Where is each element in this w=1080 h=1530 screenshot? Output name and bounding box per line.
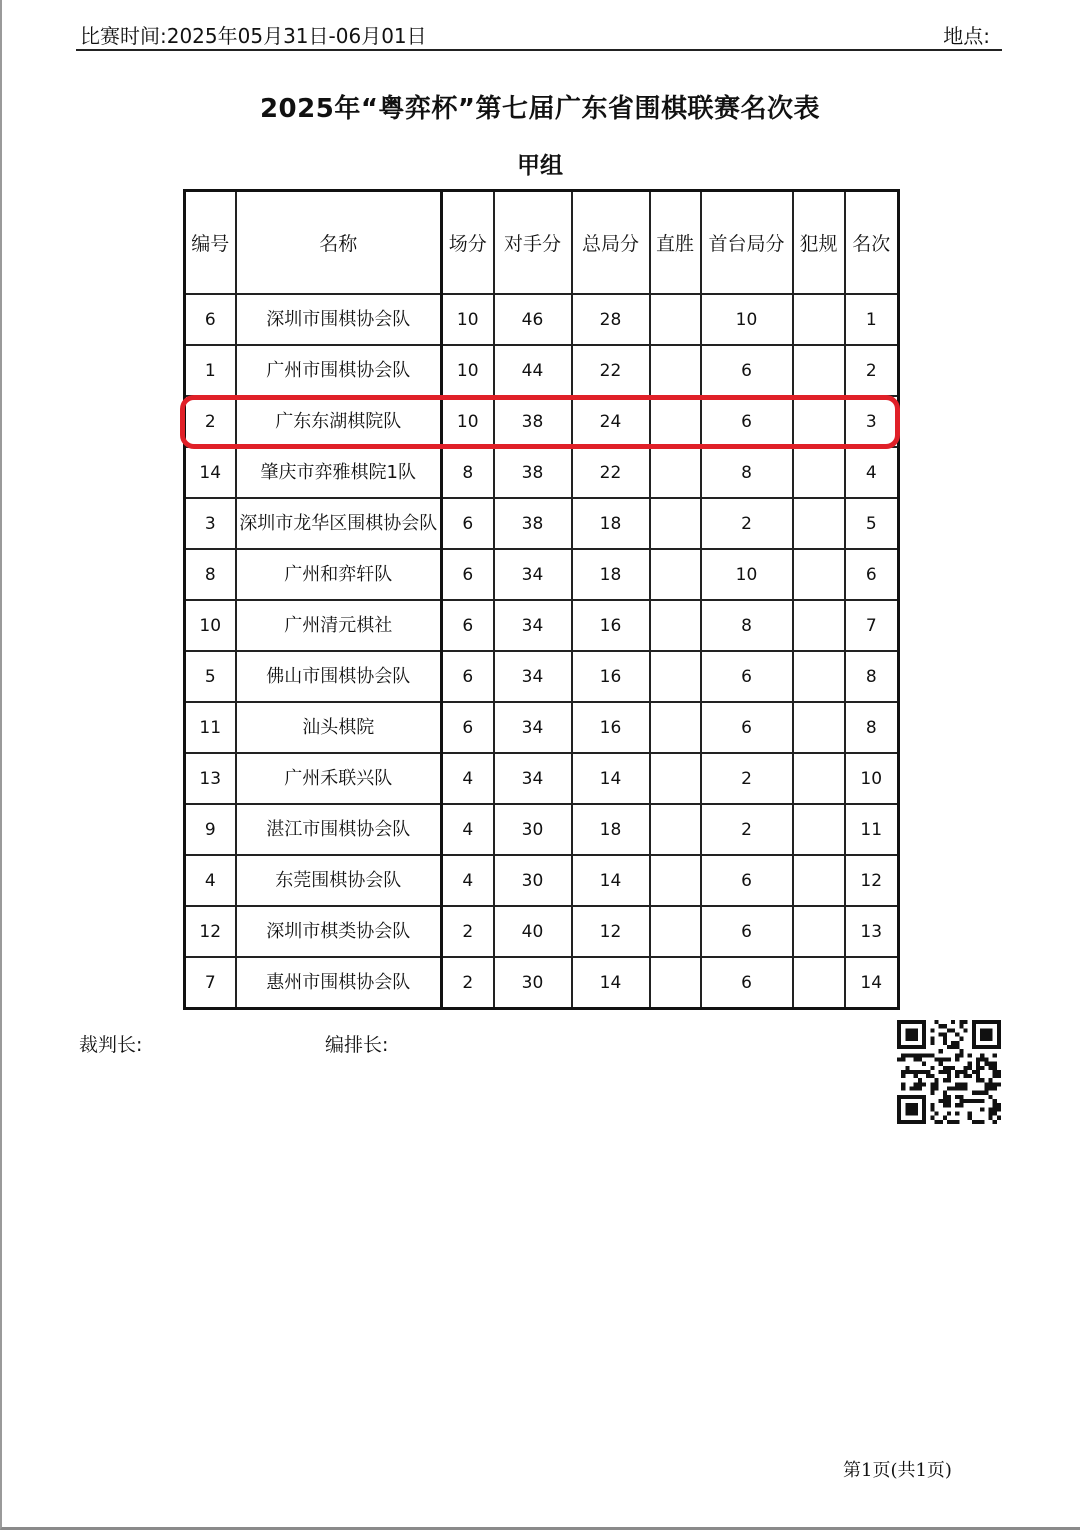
table-cell: 44 [494, 345, 572, 396]
table-cell: 2 [701, 804, 793, 855]
page-number: 第1页(共1页) [843, 1460, 952, 1481]
team-name-cell: 广州禾联兴队 [236, 753, 442, 804]
table-cell: 38 [494, 447, 572, 498]
table-cell: 30 [494, 957, 572, 1009]
table-cell: 1 [845, 294, 899, 345]
table-cell [650, 294, 701, 345]
table-cell: 10 [442, 294, 494, 345]
column-header: 首台局分 [701, 191, 793, 295]
table-cell: 6 [185, 294, 236, 345]
table-cell [650, 549, 701, 600]
table-cell: 14 [185, 447, 236, 498]
table-row [185, 702, 899, 753]
table-cell [793, 906, 845, 957]
table-cell: 3 [185, 498, 236, 549]
table-cell: 2 [701, 498, 793, 549]
table-cell: 10 [845, 753, 899, 804]
table-cell: 11 [185, 702, 236, 753]
team-name-cell: 广州市围棋协会队 [236, 345, 442, 396]
table-row [185, 396, 899, 447]
table-cell: 34 [494, 549, 572, 600]
table-cell: 10 [442, 396, 494, 447]
table-cell: 22 [572, 447, 650, 498]
table-cell: 4 [442, 804, 494, 855]
column-header: 名次 [845, 191, 899, 295]
team-name-cell: 深圳市围棋协会队 [236, 294, 442, 345]
table-cell [650, 447, 701, 498]
team-name-cell: 深圳市龙华区围棋协会队 [236, 498, 442, 549]
table-cell: 24 [572, 396, 650, 447]
team-name-cell: 汕头棋院 [236, 702, 442, 753]
table-cell: 6 [701, 957, 793, 1009]
team-name-cell: 广州清元棋社 [236, 600, 442, 651]
table-cell: 34 [494, 702, 572, 753]
table-cell [793, 600, 845, 651]
table-cell: 34 [494, 651, 572, 702]
table-cell: 6 [701, 855, 793, 906]
table-cell: 8 [701, 600, 793, 651]
table-cell: 46 [494, 294, 572, 345]
table-cell [793, 651, 845, 702]
table-cell [793, 447, 845, 498]
table-row [185, 345, 899, 396]
column-header: 编号 [185, 191, 236, 295]
table-cell [650, 753, 701, 804]
table-cell: 34 [494, 753, 572, 804]
table-cell [650, 396, 701, 447]
table-cell [650, 600, 701, 651]
table-cell: 10 [185, 600, 236, 651]
scheduler-label: 编排长: [325, 1034, 389, 1056]
table-cell: 3 [845, 396, 899, 447]
team-name-cell: 湛江市围棋协会队 [236, 804, 442, 855]
table-cell: 30 [494, 804, 572, 855]
column-header: 对手分 [494, 191, 572, 295]
table-cell: 38 [494, 498, 572, 549]
column-header: 场分 [442, 191, 494, 295]
table-row [185, 753, 899, 804]
table-cell [793, 549, 845, 600]
table-row [185, 294, 899, 345]
table-cell: 12 [185, 906, 236, 957]
team-name-cell: 肇庆市弈雅棋院1队 [236, 447, 442, 498]
table-cell: 2 [442, 906, 494, 957]
table-cell: 14 [572, 753, 650, 804]
table-cell: 2 [442, 957, 494, 1009]
team-name-cell: 东莞围棋协会队 [236, 855, 442, 906]
table-cell: 16 [572, 702, 650, 753]
team-name-cell: 佛山市围棋协会队 [236, 651, 442, 702]
table-cell: 12 [845, 855, 899, 906]
table-cell: 18 [572, 804, 650, 855]
table-header-row [185, 191, 899, 295]
table-cell [793, 957, 845, 1009]
table-row [185, 600, 899, 651]
table-cell: 10 [701, 549, 793, 600]
match-time: 比赛时间:2025年05月31日-06月01日 [80, 24, 427, 48]
table-cell [793, 396, 845, 447]
table-cell: 2 [185, 396, 236, 447]
table-cell: 11 [845, 804, 899, 855]
table-cell: 6 [701, 702, 793, 753]
table-cell [793, 345, 845, 396]
table-cell [650, 855, 701, 906]
table-cell: 6 [442, 651, 494, 702]
team-name-cell: 广州和弈轩队 [236, 549, 442, 600]
column-header: 总局分 [572, 191, 650, 295]
table-cell [793, 855, 845, 906]
location: 地点: [943, 24, 990, 48]
table-cell [650, 804, 701, 855]
table-row [185, 906, 899, 957]
table-cell [650, 702, 701, 753]
table-cell [793, 498, 845, 549]
table-cell: 14 [572, 957, 650, 1009]
table-cell: 6 [442, 600, 494, 651]
table-row [185, 804, 899, 855]
table-cell: 28 [572, 294, 650, 345]
column-header: 名称 [236, 191, 442, 295]
table-cell: 6 [701, 345, 793, 396]
table-cell [793, 753, 845, 804]
table-cell: 4 [845, 447, 899, 498]
table-cell: 5 [185, 651, 236, 702]
table-cell: 8 [185, 549, 236, 600]
table-cell: 8 [701, 447, 793, 498]
table-cell: 2 [845, 345, 899, 396]
qr-code-icon [897, 1020, 1001, 1124]
table-cell: 6 [442, 498, 494, 549]
table-cell [793, 294, 845, 345]
table-cell: 6 [701, 651, 793, 702]
table-row [185, 957, 899, 1009]
table-cell: 10 [442, 345, 494, 396]
team-name-cell: 广东东湖棋院队 [236, 396, 442, 447]
table-cell: 7 [845, 600, 899, 651]
table-cell: 9 [185, 804, 236, 855]
header-rule [76, 49, 1002, 51]
table-row [185, 855, 899, 906]
table-cell: 2 [701, 753, 793, 804]
table-cell: 6 [701, 906, 793, 957]
table-cell: 6 [442, 549, 494, 600]
page-title: 2025年“粤弈杯”第七届广东省围棋联赛名次表 [259, 94, 821, 124]
chief-referee-label: 裁判长: [79, 1034, 143, 1056]
table-row [185, 651, 899, 702]
header [78, 22, 1002, 50]
table-cell: 4 [442, 753, 494, 804]
team-name-cell: 深圳市棋类协会队 [236, 906, 442, 957]
table-cell: 6 [442, 702, 494, 753]
table-row [185, 549, 899, 600]
table-cell: 10 [701, 294, 793, 345]
team-name-cell: 惠州市围棋协会队 [236, 957, 442, 1009]
table-cell: 14 [572, 855, 650, 906]
table-cell: 8 [845, 651, 899, 702]
column-header: 犯规 [793, 191, 845, 295]
table-cell: 8 [845, 702, 899, 753]
table-cell [650, 651, 701, 702]
table-cell: 16 [572, 651, 650, 702]
table-cell: 30 [494, 855, 572, 906]
table-cell: 40 [494, 906, 572, 957]
table-cell: 1 [185, 345, 236, 396]
table-cell: 13 [185, 753, 236, 804]
table-cell [793, 702, 845, 753]
table-cell [650, 957, 701, 1009]
table-cell [650, 345, 701, 396]
table-cell: 6 [701, 396, 793, 447]
table-cell [650, 498, 701, 549]
table-cell: 7 [185, 957, 236, 1009]
table-body [185, 294, 899, 1009]
table-cell: 22 [572, 345, 650, 396]
table-cell: 6 [845, 549, 899, 600]
table-cell: 16 [572, 600, 650, 651]
table-cell: 38 [494, 396, 572, 447]
table-cell [650, 906, 701, 957]
table-cell: 8 [442, 447, 494, 498]
table-row [185, 498, 899, 549]
table-cell [793, 804, 845, 855]
table-cell: 13 [845, 906, 899, 957]
table-cell: 34 [494, 600, 572, 651]
column-header: 直胜 [650, 191, 701, 295]
table-cell: 18 [572, 549, 650, 600]
table-row [185, 447, 899, 498]
table-cell: 12 [572, 906, 650, 957]
group-title: 甲组 [517, 152, 563, 179]
table-cell: 14 [845, 957, 899, 1009]
standings-table [183, 189, 900, 1010]
table-cell: 18 [572, 498, 650, 549]
table-cell: 4 [442, 855, 494, 906]
table-cell: 4 [185, 855, 236, 906]
table-cell: 5 [845, 498, 899, 549]
